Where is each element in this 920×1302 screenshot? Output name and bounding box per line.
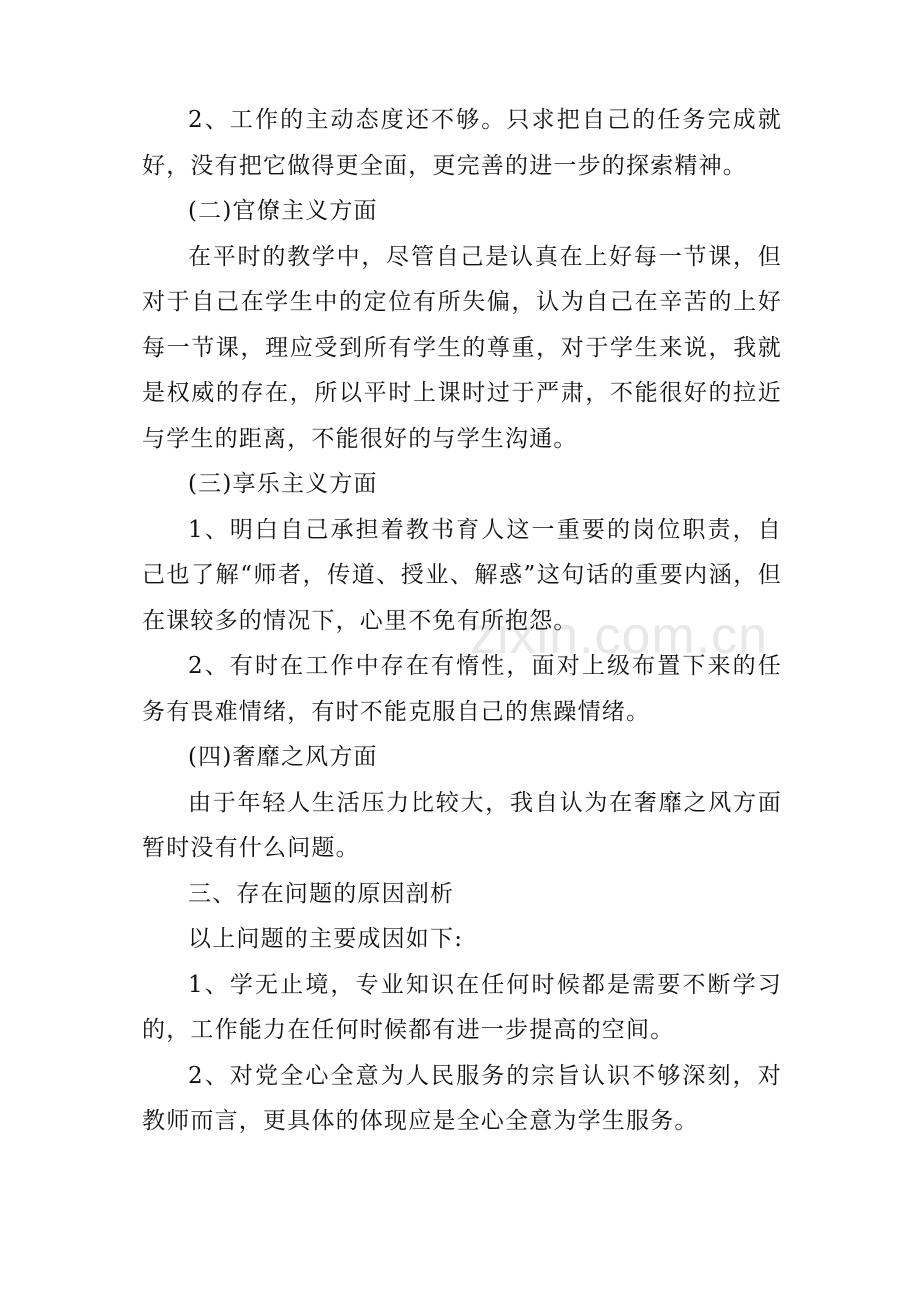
paragraph-causes-intro: 以上问题的主要成因如下: [188, 926, 464, 952]
paragraph-life-pressure: 由于年轻人生活压力比较大，我自认为在奢靡之风方面暂时没有什么问题。 [142, 789, 782, 861]
heading-cause-analysis: 三、存在问题的原因剖析 [188, 880, 455, 907]
paragraph-work-attitude: 2、工作的主动态度还不够。只求把自己的任务完成就好，没有把它做得更全面，更完善的进一步的探索精神。 [142, 107, 782, 179]
paragraph-responsibility: 1、明白自己承担着教书育人这一重要的岗位职责，自己也了解“师者，传道、授业、解惑”这句话的重要内涵，但在课较多的情况下，心里不免有所抱怨。 [142, 516, 782, 634]
paragraph-teaching: 在平时的教学中，尽管自己是认真在上好每一节课，但对于自己在学生中的定位有所失偏，认为自己在辛苦的上好每一节课，理应受到所有学生的尊重，对于学生来说，我就是权威的存在，所以平时上课时过于严肃，不能很好的拉近与学生的距离，不能很好的与学生沟通。 [142, 243, 782, 452]
paragraph-inertia: 2、有时在工作中存在有惰性，面对上级布置下来的任务有畏难情绪，有时不能克服自己的焦躁情绪。 [142, 653, 782, 725]
heading-extravagance: (四)奢靡之风方面 [188, 744, 378, 770]
paragraph-learning: 1、学无止境，专业知识在任何时候都是需要不断学习的，工作能力在任何时候都有进一步提高的空间。 [142, 971, 782, 1043]
heading-hedonism: (三)享乐主义方面 [188, 471, 378, 497]
paragraph-service: 2、对党全心全意为人民服务的宗旨认识不够深刻，对教师而言，更具体的体现应是全心全意为学生服务。 [142, 1062, 782, 1134]
watermark: zixin.com.cn [470, 607, 769, 665]
document-body [142, 98, 782, 1145]
heading-bureaucratism: (二)官僚主义方面 [188, 198, 378, 224]
